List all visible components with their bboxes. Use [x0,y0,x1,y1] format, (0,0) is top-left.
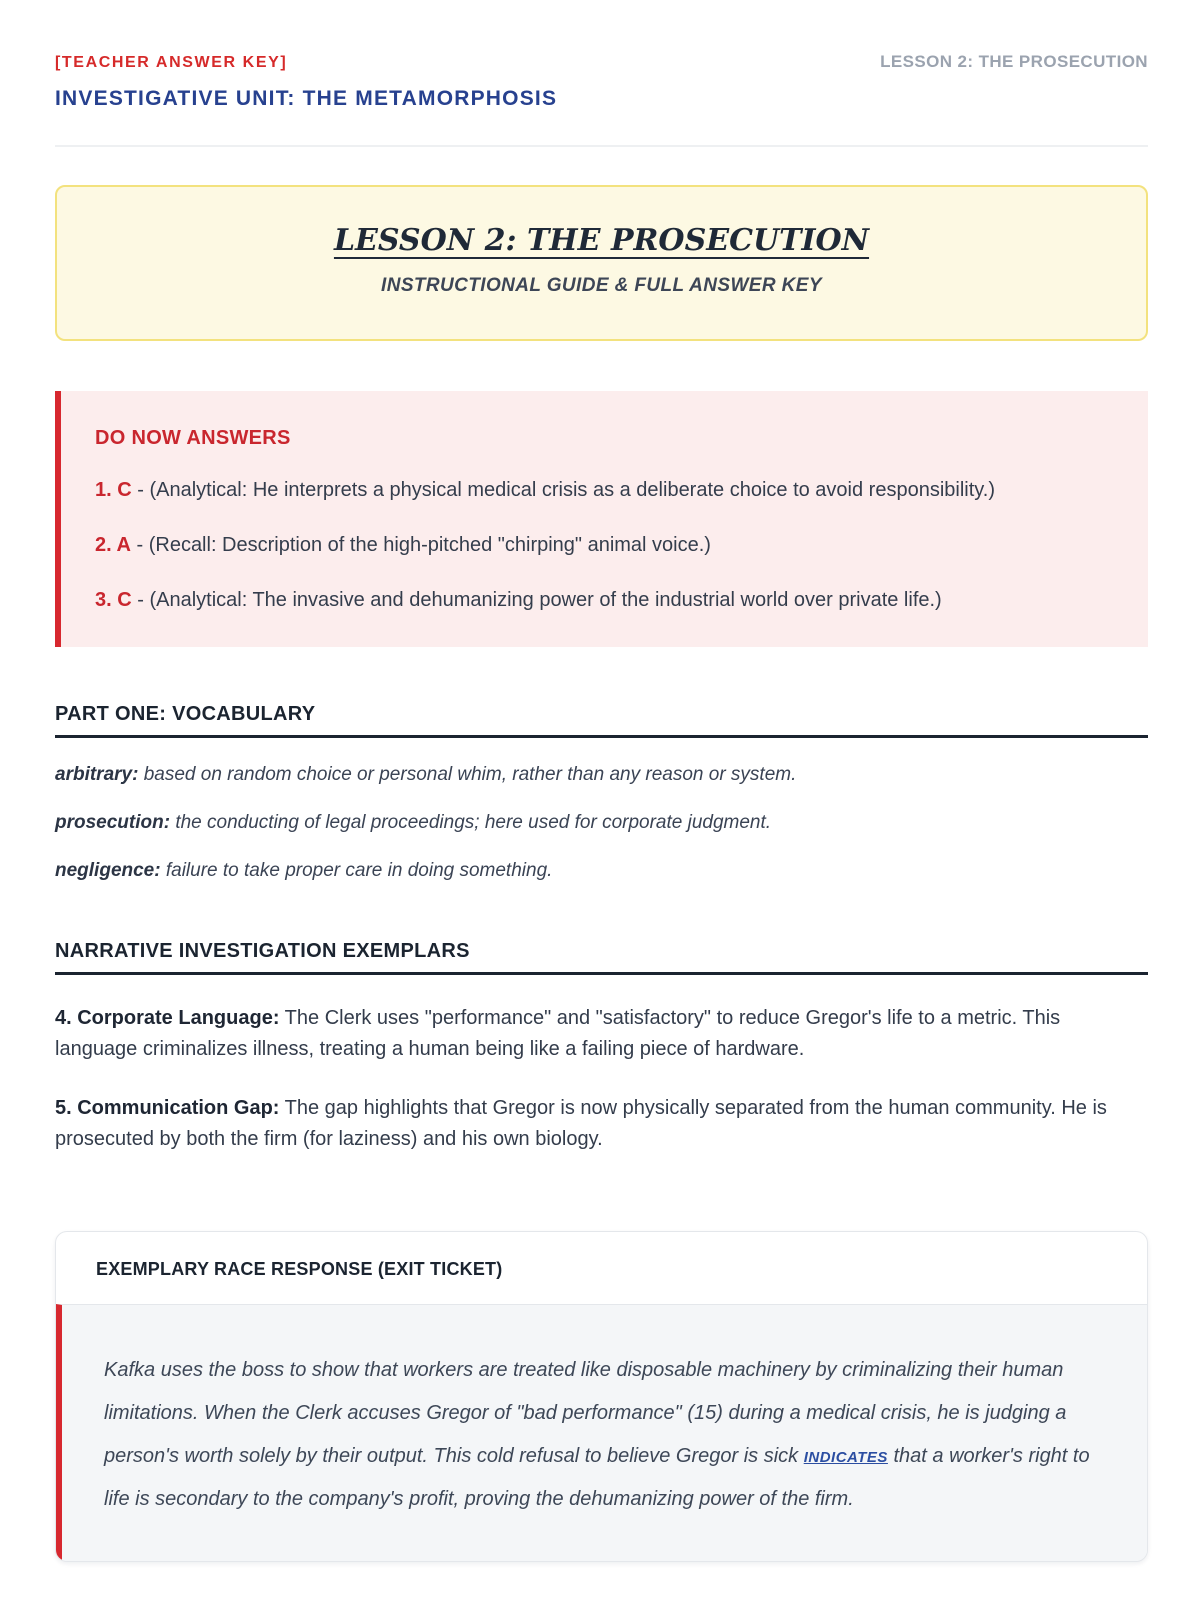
indicates-link[interactable]: INDICATES [803,1449,888,1466]
exemplar-item-5 [55,1093,1148,1155]
answer-text-1: - (Analytical: He interprets a physical medical crisis as a deliberate choice to avoid responsibility.) [131,479,996,501]
vocab-definition-negligence: failure to take proper care in doing something. [160,860,553,881]
race-response-paragraph [104,1349,1099,1521]
exit-ticket-heading: EXEMPLARY RACE RESPONSE (EXIT TICKET) [96,1259,503,1279]
exemplar-item-4 [55,1003,1148,1065]
exemplar-text-5: The gap highlights that Gregor is now physically separated from the human community. He is prosecuted by both the firm (for laziness) and his own biology. [55,1097,1107,1150]
vocab-definition-arbitrary: based on random choice or personal whim, rather than any reason or system. [138,764,797,785]
do-now-heading: DO NOW ANSWERS [95,427,291,449]
exit-ticket-header [56,1232,1147,1304]
unit-title: INVESTIGATIVE UNIT: THE METAMORPHOSIS [55,87,558,110]
vocab-term-negligence: negligence: [55,860,161,881]
answer-text-2: - (Recall: Description of the high-pitched "chirping" animal voice.) [130,534,711,556]
exemplars-section-heading: NARRATIVE INVESTIGATION EXEMPLARS [55,940,1148,975]
vocab-entry-arbitrary [55,764,1148,786]
vocab-entry-negligence [55,860,1148,882]
do-now-answer-2 [95,530,1114,560]
lesson-title: LESSON 2: THE PROSECUTION [333,223,870,258]
answer-text-3: - (Analytical: The invasive and dehumanizing power of the industrial world over private life.) [131,589,942,611]
do-now-answer-1 [95,475,1114,505]
vocabulary-section-heading: PART ONE: VOCABULARY [55,703,1148,738]
vocab-definition-prosecution: the conducting of legal proceedings; here used for corporate judgment. [170,812,772,833]
exemplar-text-4: The Clerk uses "performance" and "satisfactory" to reduce Gregor's life to a metric. This language criminalizes illness, treating a human being like a failing piece of hardware. [55,1007,1061,1060]
exit-ticket-card [55,1231,1148,1562]
lesson-title-banner [55,185,1148,341]
answer-label-1: 1. C [95,479,132,501]
answer-label-2: 2. A [95,534,131,556]
lesson-label: LESSON 2: THE PROSECUTION [880,52,1148,71]
vocab-entry-prosecution [55,812,1148,834]
vocab-term-prosecution: prosecution: [55,812,171,833]
exemplar-label-5: 5. Communication Gap: [55,1097,280,1119]
teacher-answer-key-tag: [TEACHER ANSWER KEY] [55,54,288,71]
page-header [55,52,1148,72]
lesson-subtitle: INSTRUCTIONAL GUIDE & FULL ANSWER KEY [381,275,822,296]
answer-label-3: 3. C [95,589,132,611]
header-divider [55,145,1148,147]
exit-ticket-body [56,1304,1147,1561]
race-text-before-link: Kafka uses the boss to show that workers are treated like disposable machinery by criminalizing their human limitations. When the Clerk accuses Gregor of "bad performance" (15) during a medical crisis, he is judging a person's worth solely by their output. This cold refusal to believe Gregor is sick [104,1359,1067,1467]
exemplar-label-4: 4. Corporate Language: [55,1007,280,1029]
do-now-answers-box [55,391,1148,647]
do-now-answer-3 [95,585,1114,615]
race-text-after-link: that a worker's right to life is secondary to the company's profit, proving the dehumanizing power of the firm. [104,1445,1090,1510]
vocab-term-arbitrary: arbitrary: [55,764,139,785]
